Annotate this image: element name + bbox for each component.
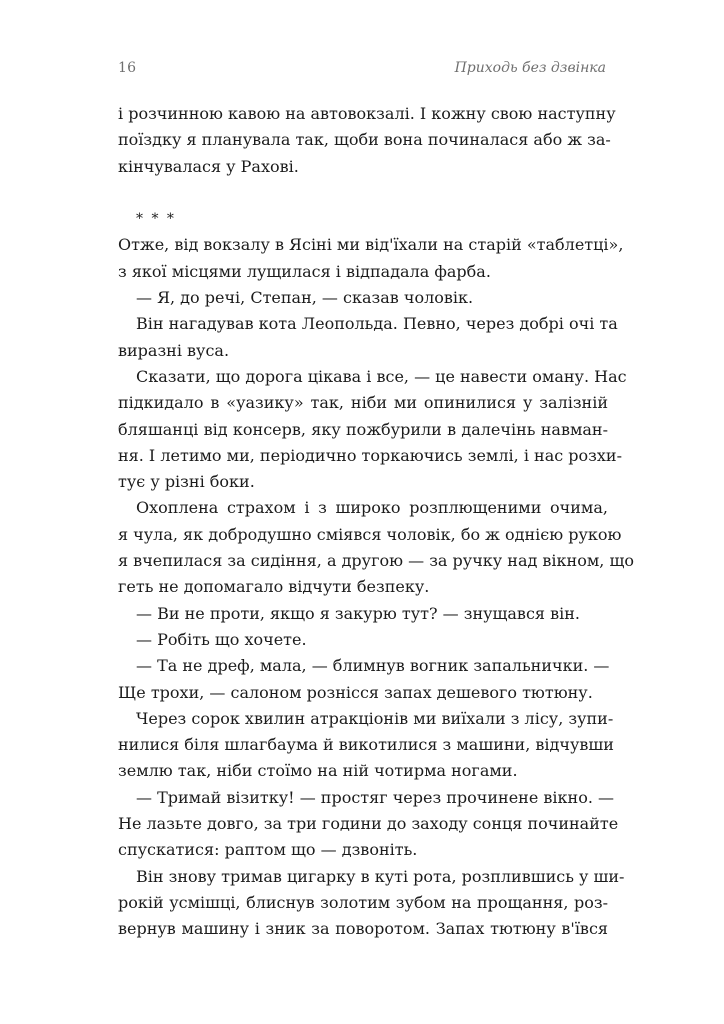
text-line: з якої місцями лущилася і відпадала фарба. (118, 261, 491, 281)
text-line: — Я, до речі, Степан, — сказав чоловік. (136, 288, 474, 308)
running-title: Приходь без дзвінка (454, 60, 606, 76)
text-line: спускатися: раптом що — дзвоніть. (118, 840, 418, 860)
text-line: рокій усмішці, блиснув золотим зубом на прощання, роз- (118, 892, 608, 912)
section-separator: * * * (136, 211, 176, 228)
text-line: кінчувалася у Рахові. (118, 156, 299, 176)
text-line: — Тримай візитку! — простяг через прочинене вікно. — (136, 787, 614, 807)
blank-line (118, 180, 608, 206)
body-text (118, 101, 634, 943)
text-line: землю так, ніби стоїмо на ній чотирма ногами. (118, 761, 518, 781)
text-line: я вчепилася за сидіння, а другою — за ручку над вікном, що (118, 551, 634, 571)
text-line: — Робіть що хочете. (136, 629, 307, 649)
text-line: бляшанці від консерв, яку пожбурили в далечінь навман- (118, 419, 608, 439)
text-line: Через сорок хвилин атракціонів ми виїхали з лісу, зупи- (136, 708, 614, 728)
text-line: — Ви не проти, якщо я закурю тут? — знущався він. (136, 603, 580, 623)
text-line: геть не допомагало відчути безпеку. (118, 577, 430, 597)
text-line: ня. І летимо ми, періодично торкаючись землі, і нас розхи- (118, 445, 622, 465)
text-line: Не лазьте довго, за три години до заходу сонця починайте (118, 814, 619, 834)
text-line: — Та не дреф, мала, — блимнув вогник запальнички. — (136, 656, 610, 676)
text-line: поїздку я планувала так, щоби вона починалася або ж за- (118, 130, 611, 150)
text-line: і розчинною кавою на автовокзалі. І кожну свою наступну (118, 104, 616, 123)
text-line: я чула, як добродушно сміявся чоловік, бо ж однією рукою (118, 524, 622, 544)
text-line: Ще трохи, — салоном рознісся запах дешевого тютюну. (118, 682, 593, 702)
text-line: нилися біля шлагбаума й викотилися з машини, відчувши (118, 735, 614, 755)
text-line: Сказати, що дорога цікава і все, — це навести оману. Нас (136, 366, 627, 386)
text-line: виразні вуса. (118, 340, 230, 360)
text-line: Він знову тримав цигарку в куті рота, розплившись у ши- (136, 866, 625, 886)
text-line: Охоплена страхом і з широко розплющеними очима, (136, 498, 608, 518)
text-line: тує у різні боки. (118, 472, 255, 492)
page-number: 16 (118, 60, 137, 76)
text-line: Він нагадував кота Леопольда. Певно, через добрі очі та (136, 314, 618, 334)
text-line: вернув машину і зник за поворотом. Запах тютюну в'ївся (118, 919, 608, 939)
text-line: Отже, від вокзалу в Ясіні ми від'їхали на старій «таблетці», (118, 235, 624, 255)
text-line: підкидало в «уазику» так, ніби ми опинилися у залізній (118, 393, 608, 413)
